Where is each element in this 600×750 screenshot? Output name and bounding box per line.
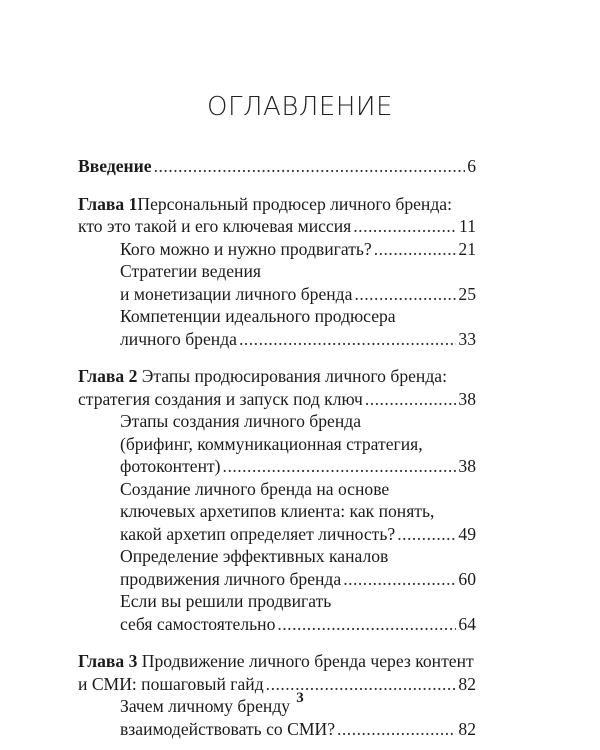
chapter-title-line: Продвижение личного бренда через контент <box>141 651 474 671</box>
dot-leader <box>365 388 457 411</box>
dot-leader <box>374 238 457 261</box>
chapter-title-line: и СМИ: пошаговый гайд <box>78 673 264 694</box>
chapter-title-line: Персональный продюсер личного бренда: <box>137 193 453 214</box>
toc-chapter-1 <box>78 193 476 351</box>
dot-leader <box>353 215 457 238</box>
dot-leader <box>277 613 456 636</box>
chapter-label: Глава 2 <box>78 366 138 386</box>
chapter-label: Глава 3 <box>78 651 138 671</box>
section-title-line: Компетенции идеального продюсера <box>120 306 396 326</box>
toc-intro <box>78 155 476 178</box>
section-title-line: Если вы решили продвигать <box>120 591 332 611</box>
section-title-line: Определение эффективных каналов <box>120 546 389 566</box>
dot-leader <box>337 718 456 741</box>
section-title-line: и монетизации личного бренда <box>120 283 353 304</box>
chapter-heading <box>78 365 447 388</box>
section-title-line: Зачем личному бренду <box>120 696 291 716</box>
section-title-line: (брифинг, коммуникационная стратегия, <box>120 433 423 454</box>
page-number: 3 <box>296 690 304 706</box>
dot-leader <box>397 523 456 546</box>
toc-page-number: 21 <box>458 238 476 259</box>
toc-intro-label: Введение <box>78 156 152 176</box>
toc-page-number: 49 <box>458 523 476 544</box>
dot-leader <box>343 568 456 591</box>
toc-chapter-2 <box>78 365 476 635</box>
dot-leader <box>239 328 456 351</box>
dot-leader <box>223 455 457 478</box>
section-title-line: Стратегии ведения <box>120 261 261 281</box>
section-title-line: фотоконтент) <box>120 456 221 476</box>
section-title-line: Этапы создания личного бренда <box>120 411 362 431</box>
section-title-line: ключевых архетипов клиента: как понять, <box>120 501 435 521</box>
chapter-heading <box>78 193 452 216</box>
chapter-heading <box>78 650 474 673</box>
toc-page-number: 60 <box>458 568 476 589</box>
chapter-title-line: стратегия создания и запуск под ключ <box>78 388 363 409</box>
section-title-line: себя самостоятельно <box>120 613 276 634</box>
section-title-line: личного бренда <box>120 328 237 349</box>
section-title-line: взаимодействовать со СМИ? <box>120 718 335 739</box>
toc-page-number: 82 <box>458 673 476 694</box>
chapter-label: Глава 1 <box>78 193 138 214</box>
section-title-line: Создание личного бренда на основе <box>120 478 390 499</box>
toc-page-number: 82 <box>458 718 476 739</box>
section-title-line: Кого можно и нужно продвигать? <box>120 238 372 259</box>
dot-leader <box>154 155 466 178</box>
toc-page-number: 25 <box>458 283 476 304</box>
toc-page-number: 38 <box>458 456 476 476</box>
toc-page-number: 11 <box>459 216 476 236</box>
toc-page-number: 38 <box>458 388 476 409</box>
chapter-title-line: Этапы продюсирования личного бренда: <box>141 366 447 386</box>
chapter-title-line: кто это такой и его ключевая миссия <box>78 216 352 236</box>
table-of-contents <box>78 155 476 740</box>
toc-page-number: 33 <box>458 328 476 349</box>
toc-page-number: 6 <box>467 156 476 176</box>
toc-page-number: 64 <box>458 613 476 634</box>
dot-leader <box>354 283 456 306</box>
section-title-line: какой архетип определяет личность? <box>120 523 396 544</box>
section-title-line: продвижения личного бренда <box>120 568 342 589</box>
page-title: ОГЛАВЛЕНИЕ <box>207 92 393 122</box>
